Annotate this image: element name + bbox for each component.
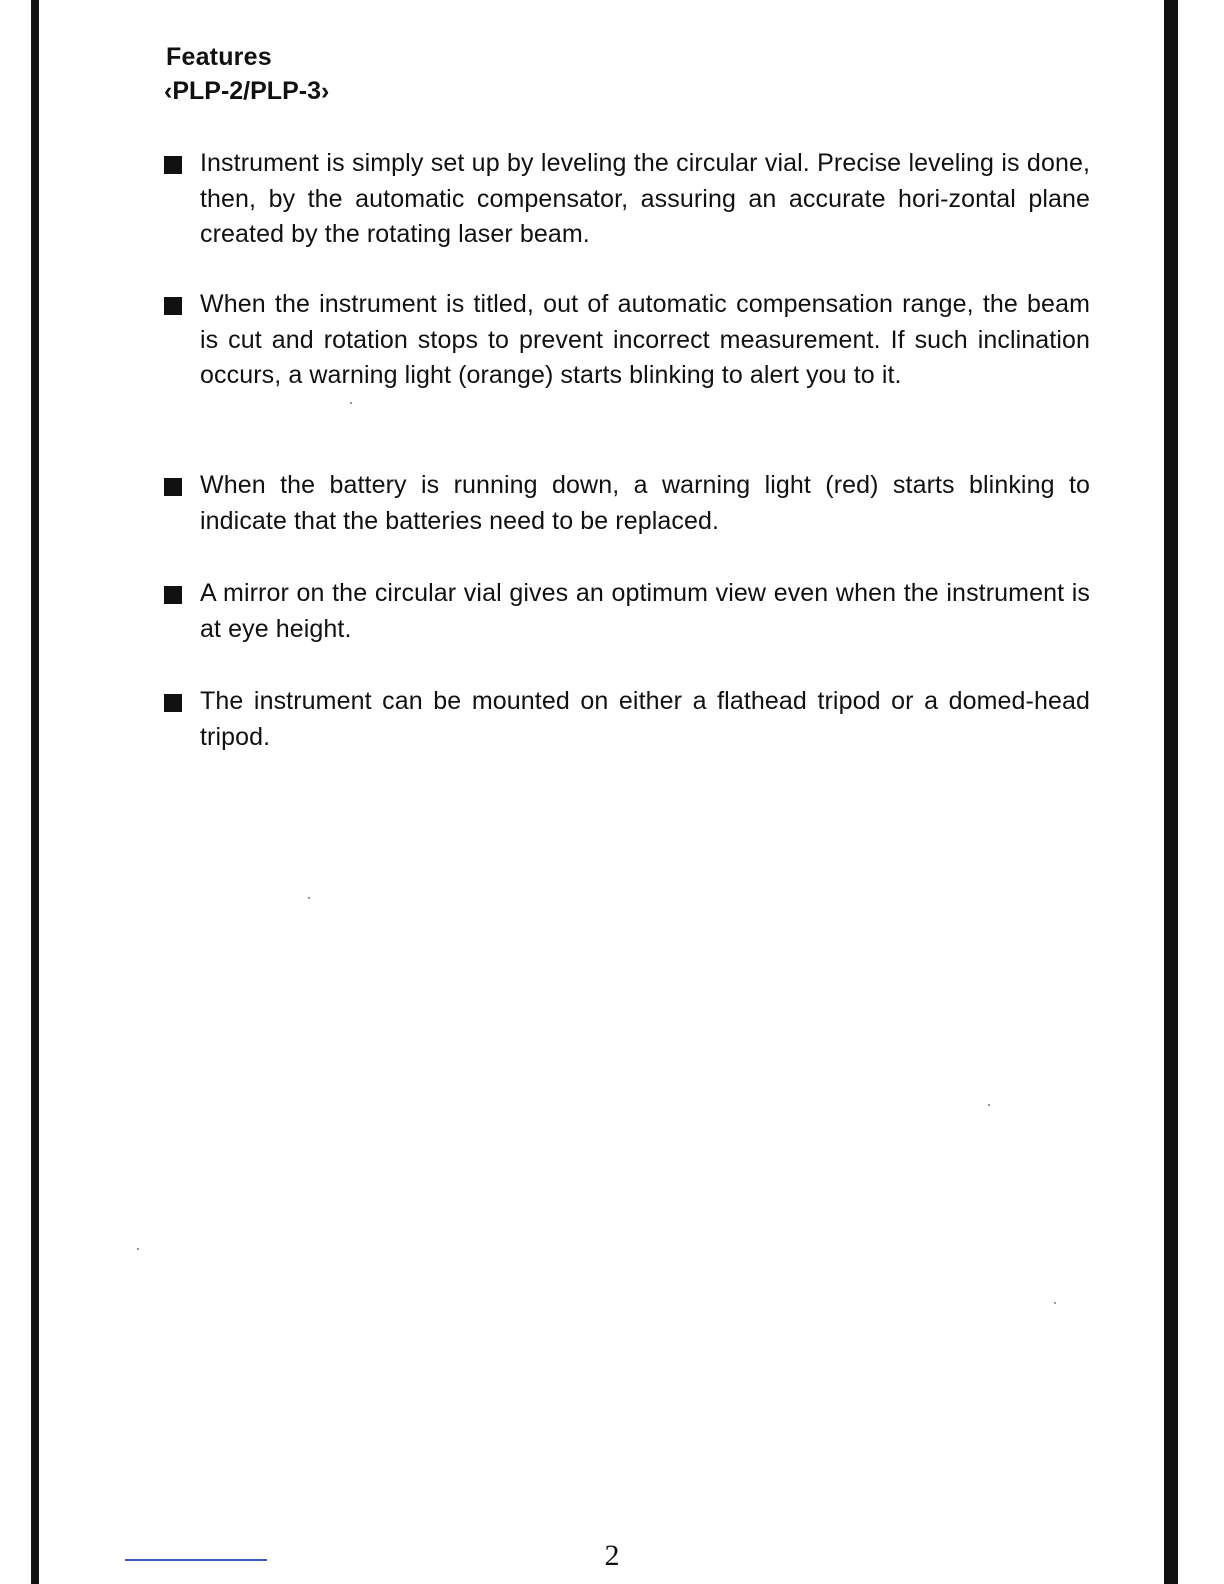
feature-text: When the instrument is titled, out of automatic compensation range, the beam is cut and rotation stops to prevent incorrect measurement. If such inclination occurs, a warning light (orange) starts blinking to alert you to it. (200, 290, 1090, 389)
page-border-left (31, 0, 39, 1584)
square-bullet-icon (164, 156, 182, 174)
square-bullet-icon (164, 586, 182, 604)
feature-item-4 (164, 576, 1090, 647)
scan-speck (988, 1104, 990, 1106)
model-subheading: ‹PLP-2/PLP-3› (164, 77, 330, 105)
feature-item-5 (164, 684, 1090, 755)
scan-speck (308, 897, 310, 899)
feature-text: A mirror on the circular vial gives an optimum view even when the instrument is at eye height. (200, 579, 1090, 643)
scan-speck (137, 1248, 139, 1250)
feature-text: The instrument can be mounted on either a flathead tripod or a domed-head tripod. (200, 687, 1090, 751)
square-bullet-icon (164, 297, 182, 315)
feature-item-3 (164, 468, 1090, 539)
square-bullet-icon (164, 478, 182, 496)
square-bullet-icon (164, 694, 182, 712)
feature-text: When the battery is running down, a warning light (red) starts blinking to indicate that the batteries need to be replaced. (200, 471, 1090, 535)
feature-item-1 (164, 146, 1090, 253)
page-border-right (1164, 0, 1178, 1584)
section-heading: Features (166, 43, 272, 71)
page-number: 2 (604, 1539, 620, 1572)
feature-item-2 (164, 287, 1090, 394)
scan-speck (350, 402, 352, 404)
scan-speck (1054, 1302, 1056, 1304)
feature-text: Instrument is simply set up by leveling the circular vial. Precise leveling is done, then, by the automatic compensator, assuring an accurate hori-zontal plane created by the rotating laser beam. (200, 149, 1090, 248)
